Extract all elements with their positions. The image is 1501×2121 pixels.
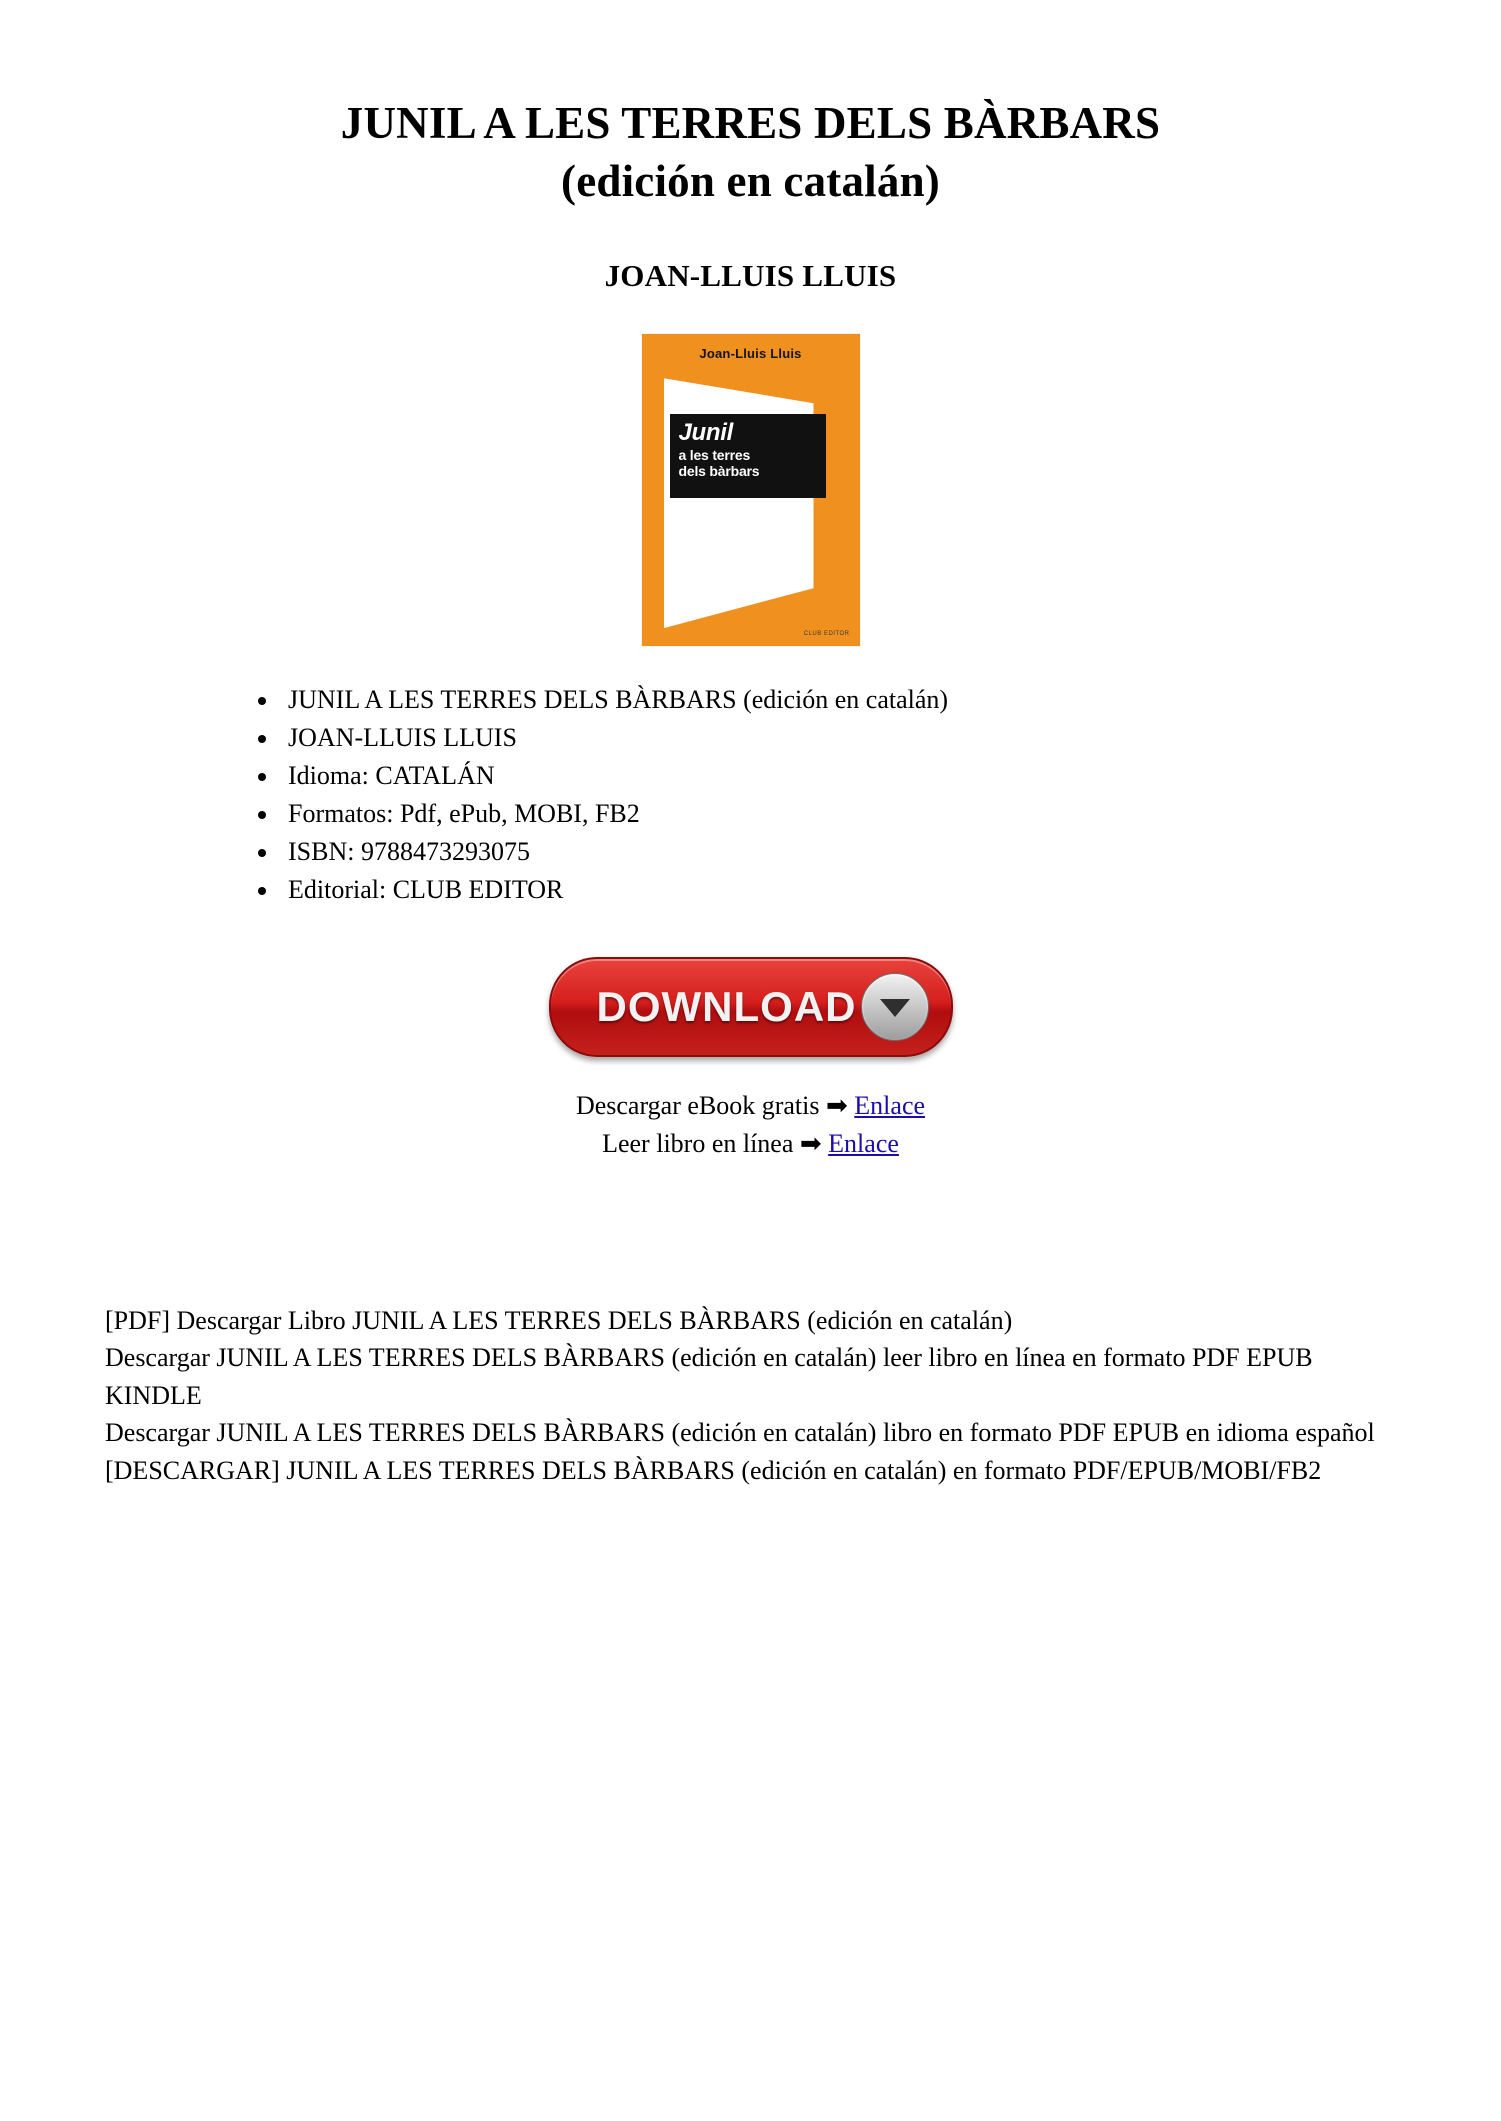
list-item: • Formatos: Pdf, ePub, MOBI, FB2 bbox=[280, 795, 1396, 833]
list-item: • JUNIL A LES TERRES DELS BÀRBARS (edición en catalán) bbox=[280, 681, 1396, 719]
download-ebook-link[interactable]: Enlace bbox=[854, 1090, 926, 1120]
download-link-label: Descargar eBook gratis ➡ bbox=[575, 1090, 855, 1120]
cover-title-block bbox=[670, 414, 826, 498]
cover-title-sub: a les terres dels bàrbars bbox=[678, 447, 760, 479]
download-button-label: DOWNLOAD bbox=[596, 982, 857, 1030]
title-line-2: (edición en catalán) bbox=[561, 155, 940, 206]
description-line: [PDF] Descargar Libro JUNIL A LES TERRES DELS BÀRBARS (edición en catalán) bbox=[105, 1305, 1013, 1335]
download-links bbox=[105, 1087, 1396, 1164]
list-item: • JOAN-LLUIS LLUIS bbox=[280, 719, 1396, 757]
download-button[interactable] bbox=[549, 957, 953, 1057]
cover-title-main: Junil bbox=[678, 419, 734, 447]
download-button-container bbox=[105, 957, 1396, 1057]
description-line: [DESCARGAR] JUNIL A LES TERRES DELS BÀRBARS (edición en catalán) en formato PDF/EPUB/MOBI/FB2 bbox=[105, 1455, 1322, 1485]
read-online-label: Leer libro en línea ➡ bbox=[602, 1129, 829, 1159]
description-line: Descargar JUNIL A LES TERRES DELS BÀRBARS (edición en catalán) leer libro en línea en formato PDF EPUB KINDLE bbox=[105, 1343, 1313, 1410]
chevron-down-icon bbox=[861, 973, 929, 1041]
chevron-down-glyph bbox=[880, 999, 910, 1017]
list-item: • ISBN: 9788473293075 bbox=[280, 833, 1396, 871]
list-item: • Editorial: CLUB EDITOR bbox=[280, 871, 1396, 909]
author-heading: JOAN-LLUIS LLUIS bbox=[604, 258, 897, 294]
description-line: Descargar JUNIL A LES TERRES DELS BÀRBARS (edición en catalán) libro en formato PDF EPUB en idioma español bbox=[105, 1418, 1375, 1448]
download-link-row bbox=[105, 1087, 1396, 1125]
book-cover-container bbox=[105, 334, 1396, 646]
cover-publisher-mark: CLUB EDITOR bbox=[803, 631, 850, 638]
read-online-link[interactable]: Enlace bbox=[828, 1129, 899, 1159]
page-title bbox=[105, 95, 1396, 210]
read-online-link-row bbox=[105, 1125, 1396, 1163]
list-item: • Idioma: CATALÁN bbox=[280, 757, 1396, 795]
book-cover-image bbox=[642, 334, 860, 646]
book-details-list bbox=[105, 681, 1396, 909]
description-paragraph bbox=[105, 1302, 1396, 1489]
title-line-1: JUNIL A LES TERRES DELS BÀRBARS bbox=[340, 98, 1161, 148]
cover-author-text: Joan-Lluis Lluis bbox=[699, 346, 802, 362]
